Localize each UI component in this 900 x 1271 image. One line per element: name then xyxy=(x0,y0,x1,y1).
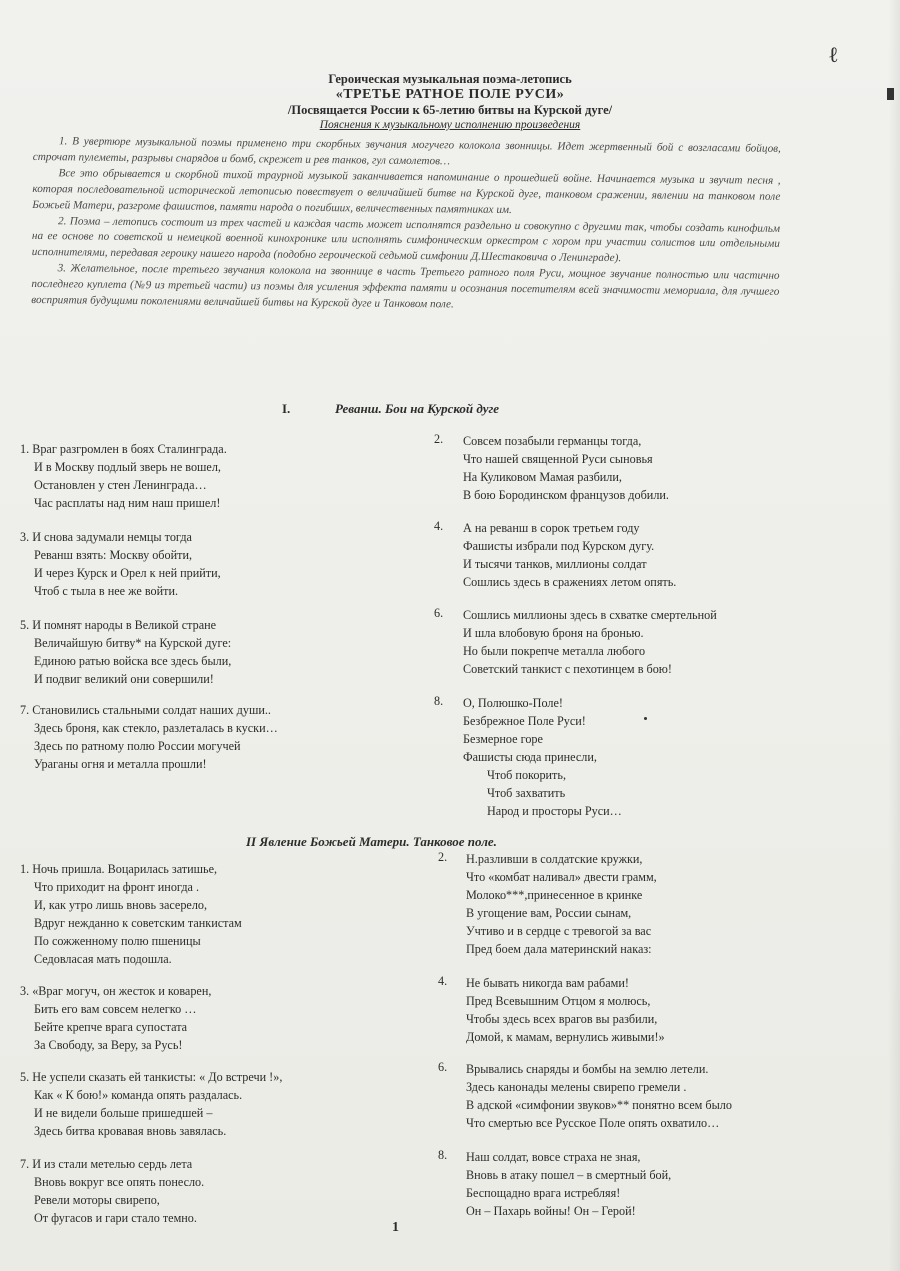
verse-line: 1. Ночь пришла. Воцарилась затишье, xyxy=(20,862,218,876)
verse-line: И шла влобовую броня на бронью. xyxy=(463,626,644,640)
verse-line: Вдруг нежданно к советским танкистам xyxy=(34,916,242,930)
intro-paragraph: 3. Желательное, после третьего звучания колокола на звоннице в часть Третьего ратного поля Руси, мощное звучание полностью или частично последнего куплета (№9 из третьей части) из поэмы для усиления эффекта памяти и осознания посетителям всей значимости мемориала, для лучшего восприятия будущими поколениями величайшей битвы на Курской дуге и Танковом поле. xyxy=(31,262,780,311)
corner-handwritten-mark: ℓ xyxy=(828,42,839,67)
verse-line: В угощение вам, России сынам, xyxy=(466,906,632,920)
verse-line: Пред Всевышним Отцом я молюсь, xyxy=(466,994,651,1008)
stanza xyxy=(20,982,211,1054)
verse-line: Чтоб покорить, xyxy=(487,768,566,782)
section1-title: Реванш. Бои на Курской дуге xyxy=(335,401,500,416)
verse-line: А на реванш в сорок третьем году xyxy=(463,521,640,535)
verse-line: Беспощадно врага истребляя! xyxy=(466,1186,621,1200)
verse-line: Не бывать никогда вам рабами! xyxy=(466,976,629,990)
verse-line: Реванш взять: Москву обойти, xyxy=(34,548,193,562)
stanza xyxy=(20,528,221,600)
stanza xyxy=(463,519,676,591)
intro-paragraph: Все это обрывается и скорбной тихой траурной музыкой заканчивается напоминание о прошедшей войне. Начинается музыка и звучит песня , которая последовательной исторической летописью повествует о величайшей битве на Курской дуге, танковом сражении, явлении на танковом поле Божьей Матери, разгроме фашистов, памяти народа о погибших, величественных памятниках им. xyxy=(32,167,781,216)
verse-line: Безмерное горе xyxy=(463,732,543,746)
verse-line: Он – Пахарь войны! Он – Герой! xyxy=(466,1204,636,1218)
stanza xyxy=(20,701,278,773)
stanza xyxy=(20,440,227,512)
verse-line: Безбрежное Поле Руси! xyxy=(463,714,586,728)
stanza xyxy=(466,1148,671,1220)
verse-line: Учтиво и в сердце с тревогой за вас xyxy=(466,924,652,938)
header-subtitle: Героическая музыкальная поэма-летопись xyxy=(328,72,572,86)
verse-line: По сожженному полю пшеницы xyxy=(34,934,201,948)
verse-line: Что приходит на фронт иногда . xyxy=(34,880,200,894)
verse-line: Вновь вокруг все опять понесло. xyxy=(34,1175,205,1189)
verse-line: И, как утро лишь вновь засерело, xyxy=(34,898,208,912)
verse-line: Домой, к мамам, вернулись живыми!» xyxy=(466,1030,665,1044)
verse-line: И не видели больше пришедшей – xyxy=(34,1106,213,1120)
section1-number: I. xyxy=(282,401,291,416)
section2-title: II Явление Божьей Матери. Танковое поле. xyxy=(246,834,497,849)
document-title: «ТРЕТЬЕ РАТНОЕ ПОЛЕ РУСИ» xyxy=(335,87,565,102)
stanza-number: 8. xyxy=(434,694,444,708)
verse-line: И в Москву подлый зверь не вошел, xyxy=(34,460,221,474)
verse-line: Остановлен у стен Ленинграда… xyxy=(34,478,207,492)
stanza xyxy=(466,850,657,958)
verse-line: Бить его вам совсем нелегко … xyxy=(34,1002,197,1016)
verse-line: Сошлись миллионы здесь в схватке смертельной xyxy=(463,608,717,622)
stanza-number: 4. xyxy=(438,974,448,988)
verse-line: Здесь по ратному полю России могучей xyxy=(34,739,241,753)
verse-line: 5. Не успели сказать ей танкисты: « До встречи !», xyxy=(20,1070,283,1084)
intro-heading: Пояснения к музыкальному исполнению произведения xyxy=(319,119,581,131)
verse-line: Но были покрепче металла любого xyxy=(463,644,646,658)
verse-line: Величайшую битву* на Курской дуге: xyxy=(34,636,232,650)
verse-line: В бою Бородинском французов добили. xyxy=(463,488,669,502)
verse-line: О, Полюшко-Поле! xyxy=(463,696,563,710)
verse-line: Молоко***,принесенное в кринке xyxy=(466,888,643,902)
verse-line: Сошлись здесь в сражениях летом опять. xyxy=(463,575,677,589)
verse-line: Чтобы здесь всех врагов вы разбили, xyxy=(466,1012,658,1026)
verse-line: Н.разливши в солдатские кружки, xyxy=(466,852,643,866)
verse-line: Бейте крепче врага супостата xyxy=(34,1020,188,1034)
stanza xyxy=(466,1060,732,1132)
verse-line: Фашисты избрали под Курском дугу. xyxy=(463,539,655,553)
verse-line: Здесь битва кровавая вновь завялась. xyxy=(34,1124,227,1138)
stanza xyxy=(463,606,717,678)
dedication: /Посвящается России к 65-летию битвы на Курской дуге/ xyxy=(287,103,613,117)
stanza xyxy=(20,616,231,688)
stanza-number: 2. xyxy=(434,432,444,446)
intro-text xyxy=(31,134,781,317)
page-number: 1 xyxy=(392,1220,399,1235)
stanza xyxy=(463,694,622,820)
verse-line: Советский танкист с пехотинцем в бою! xyxy=(463,662,672,676)
verse-line: Седовласая мать подошла. xyxy=(34,952,172,966)
verse-line: В адской «симфонии звуков»** понятно всем было xyxy=(466,1098,732,1112)
stanza-number: 4. xyxy=(434,519,444,533)
verse-line: От фугасов и гари стало темно. xyxy=(34,1211,197,1225)
verse-line: 7. И из стали метелью сердь лета xyxy=(20,1157,193,1171)
verse-line: Чтоб захватить xyxy=(487,786,566,800)
ink-dot xyxy=(644,717,647,720)
verse-line: Что смертью все Русское Поле опять охватило… xyxy=(466,1116,720,1130)
verse-line: Врывались снаряды и бомбы на землю летели. xyxy=(466,1062,709,1076)
intro-paragraph: 1. В увертюре музыкальной поэмы применено три скорбных звучания могучего колокола звонницы. Идет жертвенный бой с возгласами бойцов, строчат пулеметы, разрывы снарядов и бомб, скрежет и рев танков, гул самолетов… xyxy=(32,135,781,168)
stanza-number: 6. xyxy=(434,606,444,620)
intro-paragraph: 2. Поэма – летопись состоит из трех частей и каждая часть может исполнятся раздельно и совокупно с другими так, чтобы создать кинофильм на ее основе по советской и немецкой военной кинохронике или исполнять симфоническим оркестром с хором при участии солистов или отдельными исполнителями, передавая героику нашего народа (подобно героической седьмой симфонии Д.Шестаковича о Ленинграде). xyxy=(31,214,781,265)
verse-line: Здесь броня, как стекло, разлеталась в куски… xyxy=(34,721,278,735)
stanza xyxy=(463,432,669,504)
stanza-number: 2. xyxy=(438,850,448,864)
verse-line: И тысячи танков, миллионы солдат xyxy=(463,557,647,571)
page-edge-shadow xyxy=(888,0,900,1271)
stanza xyxy=(20,1068,282,1140)
verse-line: Вновь в атаку пошел – в смертный бой, xyxy=(466,1168,672,1182)
stanza xyxy=(20,1155,204,1227)
verse-line: Фашисты сюда принесли, xyxy=(463,750,597,764)
verse-line: Час расплаты над ним наш пришел! xyxy=(34,496,221,510)
verse-line: И подвиг великий они совершили! xyxy=(34,672,214,686)
verse-line: 3. И снова задумали немцы тогда xyxy=(20,530,192,544)
verse-line: Что «комбат наливал» двести грамм, xyxy=(466,870,657,884)
verse-line: Пред боем дала материнский наказ: xyxy=(466,942,652,956)
verse-line: 1. Враг разгромлен в боях Сталинграда. xyxy=(20,442,227,456)
verse-line: Чтоб с тыла в нее же войти. xyxy=(34,584,179,598)
verse-line: На Куликовом Мамая разбили, xyxy=(463,470,622,484)
verse-line: Наш солдат, вовсе страха не зная, xyxy=(466,1150,641,1164)
stanza xyxy=(20,860,242,968)
verse-line: За Свободу, за Веру, за Русь! xyxy=(34,1038,183,1052)
verse-line: 7. Становились стальными солдат наших души.. xyxy=(20,703,271,717)
verse-line: 5. И помнят народы в Великой стране xyxy=(20,618,217,632)
verse-line: Что нашей священной Руси сыновья xyxy=(463,452,653,466)
stanza-number: 6. xyxy=(438,1060,448,1074)
stanza xyxy=(466,974,665,1046)
verse-line: Как « К бою!» команда опять раздалась. xyxy=(34,1088,243,1102)
verse-line: И через Курск и Орел к ней прийти, xyxy=(34,566,221,580)
verse-line: Народ и просторы Руси… xyxy=(487,804,622,818)
verse-line: Совсем позабыли германцы тогда, xyxy=(463,434,642,448)
verse-line: Единою ратью войска все здесь были, xyxy=(34,654,232,668)
stanza-number: 8. xyxy=(438,1148,448,1162)
verse-line: Ураганы огня и металла прошли! xyxy=(34,757,207,771)
verse-line: Ревели моторы свирепо, xyxy=(34,1193,160,1207)
verse-line: 3. «Враг могуч, он жесток и коварен, xyxy=(20,984,212,998)
verse-line: Здесь канонады мелены свирепо гремели . xyxy=(466,1080,687,1094)
